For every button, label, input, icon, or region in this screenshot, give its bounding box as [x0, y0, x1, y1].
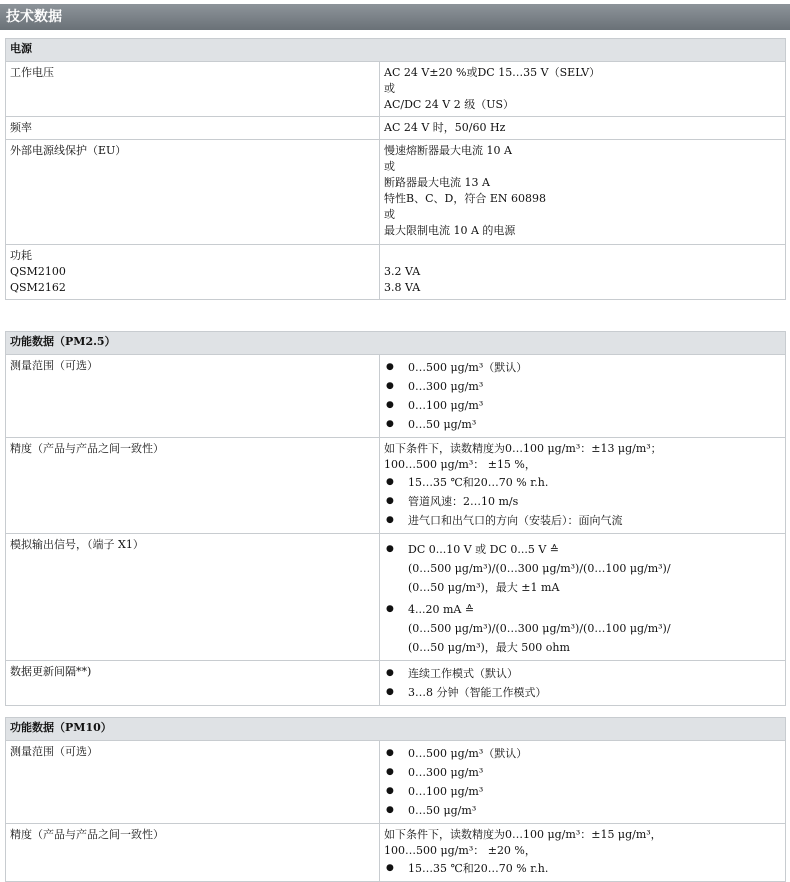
table-row — [6, 438, 786, 534]
list-item: ● 15…35 ℃和20…70 % r.h. — [384, 473, 781, 492]
text-line: 断路器最大电流 13 A — [384, 176, 490, 189]
table-row — [6, 62, 786, 117]
list-item: ● 0…50 μg/m³ — [384, 801, 781, 820]
pm10-table — [5, 717, 786, 882]
page-title: 技术数据 — [0, 4, 790, 30]
consumption-label — [6, 245, 380, 300]
text-line: AC 24 V±20 %或DC 15…35 V（SELV） — [384, 66, 601, 79]
frequency-value: AC 24 V 时，50/60 Hz — [380, 117, 786, 140]
model-qsm2162: QSM2162 — [10, 281, 66, 294]
range-label: 测量范围（可选） — [6, 741, 380, 824]
range-value — [380, 355, 786, 438]
text-line: 100…500 μg/m³： ±15 %， — [384, 458, 536, 471]
list-item: ● 0…300 μg/m³ — [384, 763, 781, 782]
range-label: 测量范围（可选） — [6, 355, 380, 438]
text-line: 如下条件下，读数精度为0…100 μg/m³：±15 μg/m³， — [384, 828, 662, 841]
power-table — [5, 38, 786, 300]
voltage-label: 工作电压 — [6, 62, 380, 117]
text-line: (0…500 μg/m³)/(0…300 μg/m³)/(0…100 μg/m³)/ — [408, 562, 671, 575]
list-item: ● 连续工作模式（默认） — [384, 664, 781, 683]
range-value — [380, 741, 786, 824]
text-line: 100…500 μg/m³： ±20 %， — [384, 844, 536, 857]
list-item: ● 0…100 μg/m³ — [384, 396, 781, 415]
section-header-pm25: 功能数据（PM2.5） — [6, 332, 786, 355]
text-line: (0…500 μg/m³)/(0…300 μg/m³)/(0…100 μg/m³)/ — [408, 622, 671, 635]
list-item: ● 0…100 μg/m³ — [384, 782, 781, 801]
accuracy-label: 精度（产品与产品之间一致性） — [6, 438, 380, 534]
text-line: (0…50 μg/m³)，最大 500 ohm — [408, 641, 570, 654]
table-row — [6, 661, 786, 706]
text-line: 或 — [384, 208, 395, 221]
voltage-value — [380, 62, 786, 117]
list-item: ● 0…50 μg/m³ — [384, 415, 781, 434]
frequency-label: 频率 — [6, 117, 380, 140]
list-item: ● 3…8 分钟（智能工作模式） — [384, 683, 781, 702]
accuracy-value — [380, 438, 786, 534]
text-line: 或 — [384, 82, 395, 95]
text-line: 最大限制电流 10 A 的电源 — [384, 224, 516, 237]
model-qsm2100: QSM2100 — [10, 265, 66, 278]
list-item: ● 0…300 μg/m³ — [384, 377, 781, 396]
table-row — [6, 824, 786, 882]
table-row — [6, 245, 786, 300]
table-row — [6, 534, 786, 661]
section-header-power: 电源 — [6, 39, 786, 62]
list-item: ● 15…35 ℃和20…70 % r.h. — [384, 859, 781, 878]
protection-label: 外部电源线保护（EU） — [6, 140, 380, 245]
accuracy-label: 精度（产品与产品之间一致性） — [6, 824, 380, 882]
model1-value: 3.2 VA — [384, 265, 421, 278]
list-item: ● 进气口和出气口的方向（安装后）：面向气流 — [384, 511, 781, 530]
table-row — [6, 355, 786, 438]
text-line: 或 — [384, 160, 395, 173]
table-row — [6, 741, 786, 824]
update-interval-label: 数据更新间隔**) — [6, 661, 380, 706]
update-interval-value — [380, 661, 786, 706]
text-line: 如下条件下，读数精度为0…100 μg/m³：±13 μg/m³； — [384, 442, 662, 455]
table-row — [6, 140, 786, 245]
list-item: ● 管道风速：2…10 m/s — [384, 492, 781, 511]
section-header-pm10: 功能数据（PM10） — [6, 718, 786, 741]
analog-output-label: 模拟输出信号，（端子 X1） — [6, 534, 380, 661]
list-item: ● DC 0...10 V 或 DC 0...5 V ≙ — [384, 540, 781, 559]
text-line: (0…50 μg/m³)，最大 ±1 mA — [408, 581, 560, 594]
text-line: AC/DC 24 V 2 级（US） — [384, 98, 515, 111]
text-line: 特性B、C、D，符合 EN 60898 — [384, 192, 546, 205]
analog-output-value — [380, 534, 786, 661]
protection-value — [380, 140, 786, 245]
list-item: ● 0…500 μg/m³（默认） — [384, 358, 781, 377]
accuracy-value — [380, 824, 786, 882]
pm25-table — [5, 331, 786, 706]
table-row — [6, 117, 786, 140]
model2-value: 3.8 VA — [384, 281, 421, 294]
text-line: 慢速熔断器最大电流 10 A — [384, 144, 512, 157]
list-item: ● 0…500 μg/m³（默认） — [384, 744, 781, 763]
consumption-value — [380, 245, 786, 300]
consumption-title: 功耗 — [10, 249, 32, 262]
list-item: ● 4...20 mA ≙ — [384, 600, 781, 619]
